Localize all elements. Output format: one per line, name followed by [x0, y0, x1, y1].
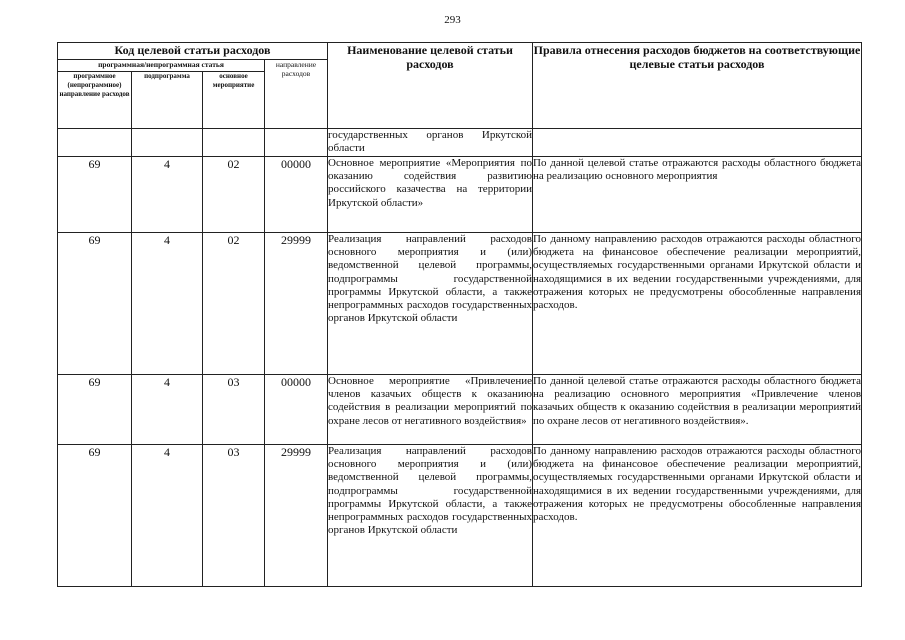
direction-cell — [265, 129, 328, 157]
code-header: Код целевой статьи расходов — [58, 43, 328, 60]
table-row — [58, 445, 862, 587]
program-cell: 69 — [58, 157, 132, 233]
page-number: 293 — [444, 14, 461, 26]
rule-cell — [533, 129, 862, 157]
name-cell: Реализация направлений расходов основного мероприятия и (или) ведомственной целевой программы, подпрограммы государственной программы Иркутской области, а также непрограммных расходов государственных органов Иркутской области — [328, 445, 533, 587]
table-row — [58, 233, 862, 375]
main-event-cell — [203, 129, 265, 157]
rule-cell: По данному направлению расходов отражаются расходы областного бюджета на финансовое обеспечение реализации мероприятий, осуществляемых государственными органами Иркутской области и находящимися в их ведении государственными учреждениями, для отражения которых не предусмотрены обособленные направления расходов. — [533, 233, 862, 375]
rule-cell: По данной целевой статье отражаются расходы областного бюджета на реализацию основного мероприятия «Привлечение членов казачьих обществ к оказанию содействия в реализации мероприятий по охране лесов от негативного воздействия». — [533, 375, 862, 445]
direction-cell: 00000 — [265, 157, 328, 233]
rules-header: Правила отнесения расходов бюджетов на соответствующие целевые статьи расходов — [533, 43, 862, 129]
program-cell: 69 — [58, 233, 132, 375]
subprogram-cell: 4 — [132, 233, 203, 375]
rule-cell: По данной целевой статье отражаются расходы областного бюджета на реализацию основного мероприятия — [533, 157, 862, 233]
name-cell: государственных органов Иркутской области — [328, 129, 533, 157]
main-event-subheader: основное мероприятие — [203, 72, 265, 129]
name-header: Наименование целевой статьи расходов — [328, 43, 533, 129]
rule-cell: По данному направлению расходов отражаются расходы областного бюджета на финансовое обеспечение реализации мероприятий, осуществляемых государственными органами Иркутской области и находящимися в их ведении государственными учреждениями, для отражения которых не предусмотрены обособленные направления расходов. — [533, 445, 862, 587]
header-row-1 — [58, 43, 862, 60]
subprogram-cell: 4 — [132, 445, 203, 587]
program-cell — [58, 129, 132, 157]
program-subheader: программное (непрограммное) направление расходов — [58, 72, 132, 129]
name-cell: Основное мероприятие «Привлечение членов казачьих обществ к оказанию содействия в реализации мероприятий по охране лесов от негативного воздействия» — [328, 375, 533, 445]
name-cell: Основное мероприятие «Мероприятия по оказанию содействия развитию российского казачества на территории Иркутской области» — [328, 157, 533, 233]
subprogram-cell — [132, 129, 203, 157]
direction-header: направление расходов — [265, 60, 328, 129]
name-cell: Реализация направлений расходов основного мероприятия и (или) ведомственной целевой программы, подпрограммы государственной программы Иркутской области, а также непрограммных расходов государственных органов Иркутской области — [328, 233, 533, 375]
target-items-table — [57, 42, 862, 587]
main-event-cell: 03 — [203, 445, 265, 587]
program-cell: 69 — [58, 375, 132, 445]
main-event-cell: 02 — [203, 233, 265, 375]
table-row — [58, 129, 862, 157]
direction-cell: 00000 — [265, 375, 328, 445]
subprogram-cell: 4 — [132, 157, 203, 233]
table-row — [58, 375, 862, 445]
program-group-header: программная/непрограммная статья — [58, 60, 265, 72]
main-event-cell: 03 — [203, 375, 265, 445]
table-row — [58, 157, 862, 233]
subprogram-cell: 4 — [132, 375, 203, 445]
direction-cell: 29999 — [265, 445, 328, 587]
subprogram-subheader: подпрограмма — [132, 72, 203, 129]
program-cell: 69 — [58, 445, 132, 587]
direction-cell: 29999 — [265, 233, 328, 375]
main-event-cell: 02 — [203, 157, 265, 233]
